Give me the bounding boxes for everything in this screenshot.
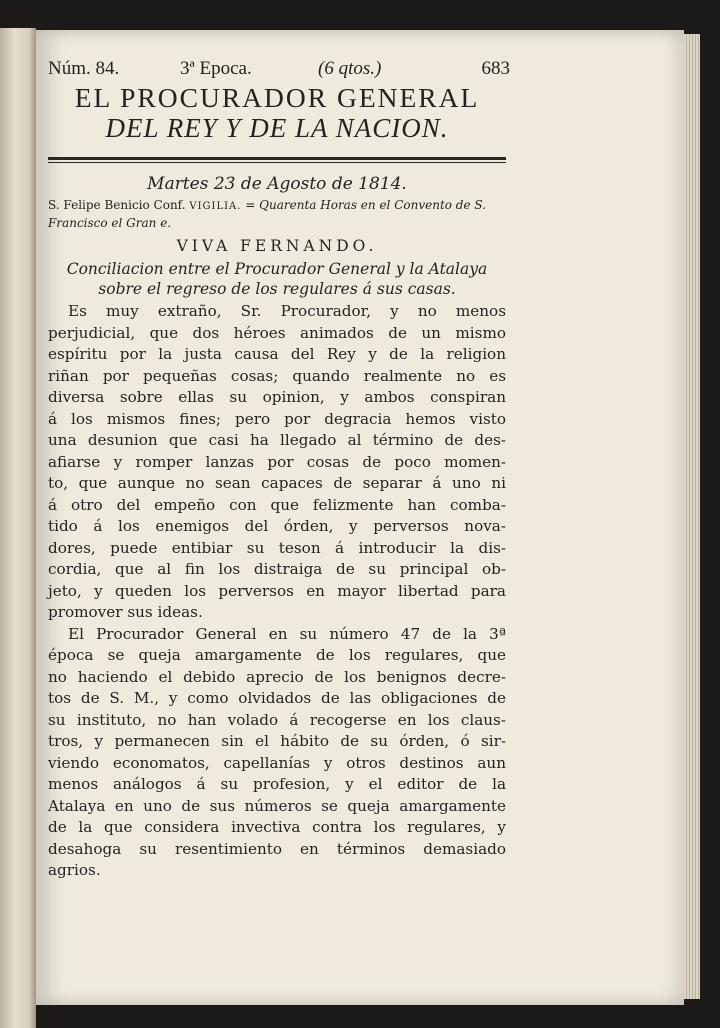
text-line: menos análogos á su profesion, y el editor de la [48, 775, 506, 793]
article-heading [48, 259, 506, 299]
issue-number: Núm. 84. [48, 58, 120, 79]
text-line: perjudicial, que dos héroes animados de un mismo [48, 323, 506, 342]
epoch-label: 3ª Epoca. [180, 58, 252, 79]
text-line: El Procurador General en su número 47 de la 3ª [68, 624, 506, 643]
rule-thick [48, 157, 506, 160]
text-line: dores, puede entibiar su teson á introducir la dis- [48, 538, 506, 557]
text-line: agrios. [48, 861, 101, 879]
text-line: época se queja amargamente de los regulares, que [48, 646, 506, 664]
saint-notice [48, 197, 506, 231]
saint-of-day: S. Felipe Benicio Conf. [48, 198, 186, 212]
text-line: jeto, y queden los perversos en mayor libertad para [48, 581, 506, 600]
text-line: riñan por pequeñas cosas; quando realmente no es [48, 366, 506, 385]
text-line: diversa sobre ellas su opinion, y ambos conspiran [48, 388, 506, 406]
vigil-label: VIGILIA. [189, 201, 242, 212]
text-line: Atalaya en uno de sus números se queja amargamente [48, 796, 506, 815]
text-line: to, que aunque no sean capaces de separar á uno ni [48, 474, 506, 492]
facing-page-edge [0, 28, 36, 1028]
text-line: su instituto, no han volado á recogerse en los claus- [48, 710, 506, 729]
text-line: no haciendo el debido aprecio de los benignos decre- [48, 667, 506, 686]
masthead-title: EL PROCURADOR GENERAL [74, 82, 480, 113]
text-line: espíritu por la justa causa del Rey y de la religion [48, 345, 506, 363]
separator: = [245, 198, 256, 212]
forty-hours-notice: Quarenta Horas en el Convento de S. Francisco el Gran e. [48, 198, 487, 230]
page-number: 683 [481, 58, 510, 79]
page-content [48, 58, 510, 882]
text-line: desahoga su resentimiento en términos demasiado [48, 839, 506, 858]
page-stack-edge [684, 34, 700, 999]
article-heading-line: Conciliacion entre el Procurador General y la Atalaya [66, 260, 488, 278]
motto: VIVA FERNANDO. [176, 237, 378, 255]
article-heading-line: sobre el regreso de los regulares á sus casas. [98, 280, 456, 298]
text-line: viendo economatos, capellanías y otros destinos aun [48, 753, 506, 772]
text-line: promover sus ideas. [48, 603, 203, 621]
masthead-rule [48, 157, 506, 163]
article-body [48, 301, 506, 882]
text-line: una desunion que casi ha llegado al término de des- [48, 431, 506, 449]
text-line: Es muy extraño, Sr. Procurador, y no menos [68, 302, 506, 320]
running-header [48, 58, 510, 82]
text-line: de la que considera invectiva contra los regulares, y [48, 818, 506, 836]
text-line: tos de S. M., y como olvidados de las obligaciones de [48, 689, 506, 707]
text-line: tido á los enemigos del órden, y perversos nova- [48, 517, 506, 535]
text-line: á otro del empeño con que felizmente han comba- [48, 495, 506, 514]
dateline: Martes 23 de Agosto de 1814. [147, 174, 407, 194]
text-line: á los mismos fines; pero por degracia hemos visto [48, 409, 506, 428]
quantity-note: (6 qtos.) [318, 58, 382, 79]
masthead-subtitle: DEL REY Y DE LA NACION. [105, 113, 449, 143]
text-line: cordia, que al fin los distraiga de su principal ob- [48, 560, 506, 578]
text-line: tros, y permanecen sin el hábito de su órden, ó sir- [48, 732, 506, 750]
rule-thin [48, 162, 506, 163]
text-line: afiarse y romper lanzas por cosas de poco momen- [48, 452, 506, 471]
